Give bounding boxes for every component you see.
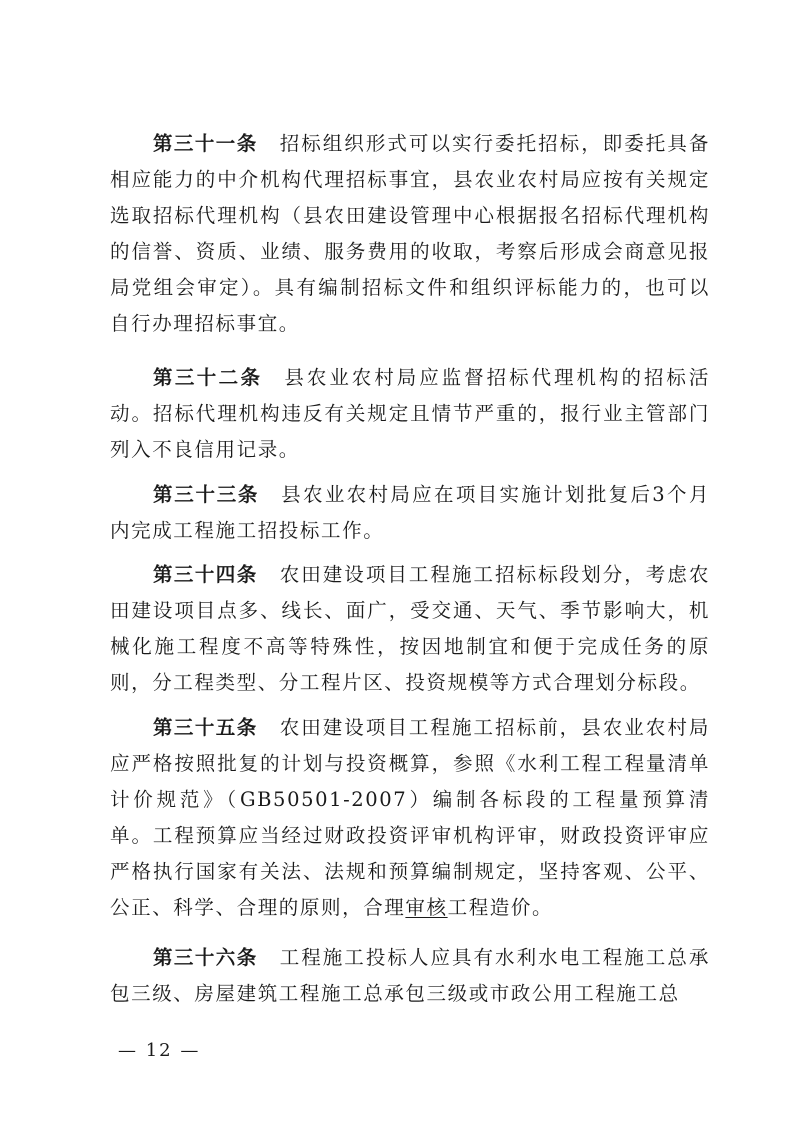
article-31 — [110, 126, 710, 342]
article-35 — [110, 710, 710, 926]
article-number: 第三十六条 — [153, 946, 258, 969]
article-text-end: 工程造价。 — [447, 896, 554, 919]
article-text: 农田建设项目工程施工招标前，县农业农村局应严格按照批复的计划与投资概算，参照《水利工程工程量清单计价规范》（GB50501-2007）编制各标段的工程量预算清单。工程预算应当经过财政投资评审机构评审，财政投资评审应严格执行国家有关法、法规和预算编制规定，坚持客观、公平、公正、科学、合理的原则，合理 — [110, 716, 710, 919]
article-number: 第三十二条 — [153, 366, 263, 389]
article-text: 招标组织形式可以实行委托招标，即委托具备相应能力的中介机构代理招标事宜，县农业农村局应按有关规定选取招标代理机构（县农田建设管理中心根据报名招标代理机构的信誉、资质、业绩、服务费用的收取，考察后形成会商意见报局党组会审定）。具有编制招标文件和组织评标能力的，也可以自行办理招标事宜。 — [110, 132, 710, 335]
article-number: 第三十一条 — [153, 132, 258, 155]
article-text: 县农业农村局应在项目实施计划批复后3个月内完成工程施工招投标工作。 — [110, 483, 710, 542]
article-text: 县农业农村局应监督招标代理机构的招标活动。招标代理机构违反有关规定且情节严重的，报行业主管部门列入不良信用记录。 — [110, 366, 710, 461]
article-text: 农田建设项目工程施工招标标段划分，考虑农田建设项目点多、线长、面广，受交通、天气、季节影响大，机械化施工程度不高等特殊性，按因地制宜和便于完成任务的原则，分工程类型、分工程片区、投资规模等方式合理划分标段。 — [110, 563, 710, 694]
article-36 — [110, 940, 710, 1012]
article-34 — [110, 557, 710, 701]
article-number: 第三十三条 — [153, 483, 260, 506]
article-32 — [110, 360, 710, 468]
article-text: 工程施工投标人应具有水利水电工程施工总承包三级、房屋建筑工程施工总承包三级或市政公用工程施工总 — [110, 946, 710, 1005]
article-number: 第三十四条 — [153, 563, 258, 586]
article-number: 第三十五条 — [153, 716, 258, 739]
underlined-text: 审核 — [405, 896, 448, 919]
article-33 — [110, 477, 710, 549]
page-number: — 12 — — [118, 1040, 201, 1061]
